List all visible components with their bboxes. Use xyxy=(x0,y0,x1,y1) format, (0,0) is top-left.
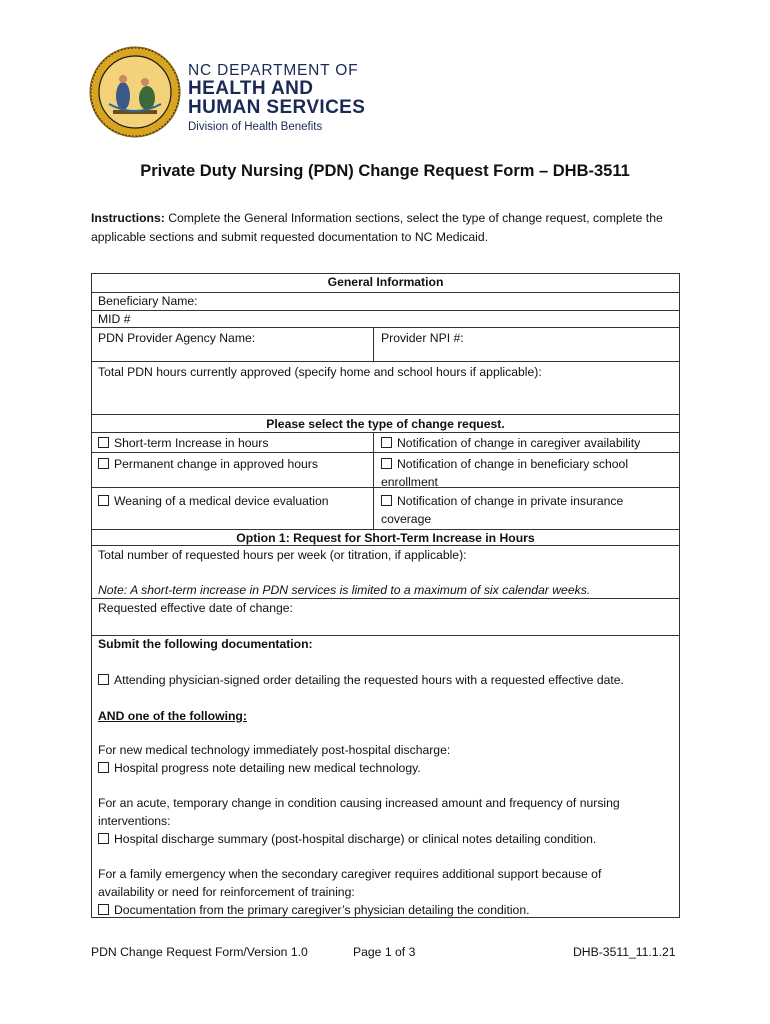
org-division: Division of Health Benefits xyxy=(188,121,323,133)
org-name-line2: HEALTH AND xyxy=(188,78,314,99)
doc-physician-order[interactable] xyxy=(98,672,673,690)
option-private-insurance[interactable] xyxy=(381,493,673,528)
checkbox[interactable] xyxy=(381,495,392,506)
option-permanent-change[interactable] xyxy=(98,456,368,474)
doc-acute[interactable] xyxy=(98,831,673,849)
option-caregiver-availability[interactable] xyxy=(381,435,673,453)
effective-date-field[interactable]: Requested effective date of change: xyxy=(98,601,293,615)
general-info-header: General Information xyxy=(327,275,444,289)
option-label: Permanent change in approved hours xyxy=(114,457,318,471)
option-short-term-increase[interactable] xyxy=(98,435,368,453)
option-weaning-device[interactable] xyxy=(98,493,368,511)
checkbox[interactable] xyxy=(98,833,109,844)
checkbox[interactable] xyxy=(98,904,109,915)
beneficiary-name-field[interactable]: Beneficiary Name: xyxy=(98,294,198,308)
provider-npi-field[interactable]: Provider NPI #: xyxy=(381,331,464,345)
footer-page-number: Page 1 of 3 xyxy=(353,945,416,959)
option-label: Notification of change in caregiver availability xyxy=(397,436,641,450)
requested-hours-field[interactable]: Total number of requested hours per week (or titration, if applicable): xyxy=(98,548,467,562)
submit-docs-header: Submit the following documentation: xyxy=(98,637,313,651)
doc-label: Documentation from the primary caregiver’s physician detailing the condition. xyxy=(114,903,530,917)
footer-form-id: DHB-3511_11.1.21 xyxy=(573,945,676,959)
doc-family[interactable] xyxy=(98,902,673,920)
org-name-line1: NC DEPARTMENT OF xyxy=(188,62,359,79)
org-name-block xyxy=(188,62,365,135)
instructions-text: Complete the General Information sections, select the type of change request, complete the applicable sections and submit requested documentation to NC Medicaid. xyxy=(91,211,663,244)
checkbox[interactable] xyxy=(98,458,109,469)
acute-intro: For an acute, temporary change in condition causing increased amount and frequency of nursing interventions: xyxy=(98,796,620,828)
option-school-enrollment[interactable] xyxy=(381,456,673,491)
checkbox[interactable] xyxy=(98,437,109,448)
change-type-header: Please select the type of change request. xyxy=(266,417,505,431)
doc-label: Attending physician-signed order detailing the requested hours with a requested effective date. xyxy=(114,673,624,687)
checkbox[interactable] xyxy=(98,495,109,506)
and-one-of-following: AND one of the following: xyxy=(98,709,247,723)
org-name-line3: HUMAN SERVICES xyxy=(188,97,366,118)
nc-state-seal-logo xyxy=(89,46,181,138)
option-label: Short-term Increase in hours xyxy=(114,436,269,450)
doc-label: Hospital discharge summary (post-hospital discharge) or clinical notes detailing condition. xyxy=(114,832,597,846)
option-label: Notification of change in beneficiary school enrollment xyxy=(381,457,629,489)
checkbox[interactable] xyxy=(98,762,109,773)
footer-form-version: PDN Change Request Form/Version 1.0 xyxy=(91,945,308,959)
short-term-note: Note: A short-term increase in PDN services is limited to a maximum of six calendar weeks. xyxy=(98,583,591,597)
doc-new-tech[interactable] xyxy=(98,760,673,778)
instructions-label: Instructions: xyxy=(91,211,165,225)
checkbox[interactable] xyxy=(381,458,392,469)
new-tech-intro: For new medical technology immediately post-hospital discharge: xyxy=(98,743,451,757)
form-title: Private Duty Nursing (PDN) Change Request Form – DHB-3511 xyxy=(140,162,630,180)
checkbox[interactable] xyxy=(381,437,392,448)
option1-header: Option 1: Request for Short-Term Increase in Hours xyxy=(236,531,535,545)
mid-field[interactable]: MID # xyxy=(98,312,131,326)
option-label: Weaning of a medical device evaluation xyxy=(114,494,329,508)
instructions xyxy=(91,209,681,247)
family-intro: For a family emergency when the secondary caregiver requires additional support because of availability or need for reinforcement of training: xyxy=(98,867,602,899)
change-request-form xyxy=(91,273,680,918)
doc-label: Hospital progress note detailing new medical technology. xyxy=(114,761,421,775)
provider-agency-field[interactable]: PDN Provider Agency Name: xyxy=(98,331,256,345)
approved-hours-field[interactable]: Total PDN hours currently approved (specify home and school hours if applicable): xyxy=(98,365,542,379)
checkbox[interactable] xyxy=(98,674,109,685)
option-label: Notification of change in private insurance coverage xyxy=(381,494,624,526)
